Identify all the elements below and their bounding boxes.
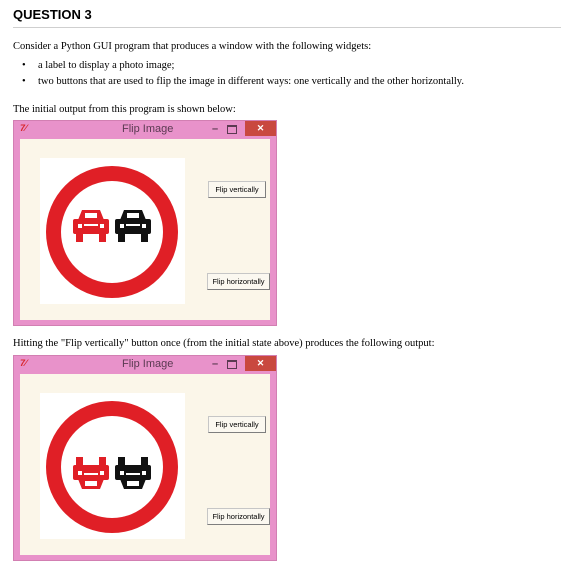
no-overtaking-sign-image-flipped <box>40 393 185 539</box>
tk-feather-icon: 7⁄ <box>20 358 27 368</box>
close-button[interactable]: ✕ <box>245 121 276 136</box>
window-titlebar[interactable] <box>14 121 276 139</box>
flip-image-window-flipped <box>13 355 277 561</box>
list-item: • two buttons that are used to flip the image in different ways: one vertically and the other horizontally. <box>22 74 464 90</box>
intro-text: Consider a Python GUI program that produces a window with the following widgets: <box>13 41 372 52</box>
after-caption: Hitting the "Flip vertically" button once (from the initial state above) produces the following output: <box>13 338 435 349</box>
flip-vertically-button[interactable]: Flip vertically <box>208 416 266 433</box>
heading-divider <box>13 27 561 28</box>
minimize-button[interactable]: – <box>211 358 219 370</box>
window-titlebar[interactable] <box>14 356 276 374</box>
initial-caption: The initial output from this program is shown below: <box>13 104 236 115</box>
window-client-area <box>20 374 270 555</box>
window-client-area <box>20 139 270 320</box>
photo-label <box>40 393 185 539</box>
flip-vertically-button[interactable]: Flip vertically <box>208 181 266 198</box>
minimize-button[interactable]: – <box>211 123 219 135</box>
tk-feather-icon: 7⁄ <box>20 123 27 133</box>
window-title: Flip Image <box>122 358 174 370</box>
flip-horizontally-button[interactable]: Flip horizontally <box>207 273 270 290</box>
maximize-button[interactable] <box>227 360 237 369</box>
maximize-button[interactable] <box>227 125 237 134</box>
flip-horizontally-button[interactable]: Flip horizontally <box>207 508 270 525</box>
window-title: Flip Image <box>122 123 174 135</box>
flip-image-window-initial <box>13 120 277 326</box>
photo-label <box>40 158 185 304</box>
no-overtaking-sign-image <box>40 158 185 304</box>
close-button[interactable]: ✕ <box>245 356 276 371</box>
widget-list <box>22 58 464 90</box>
question-heading: QUESTION 3 <box>13 7 92 22</box>
list-item: • a label to display a photo image; <box>22 58 464 74</box>
